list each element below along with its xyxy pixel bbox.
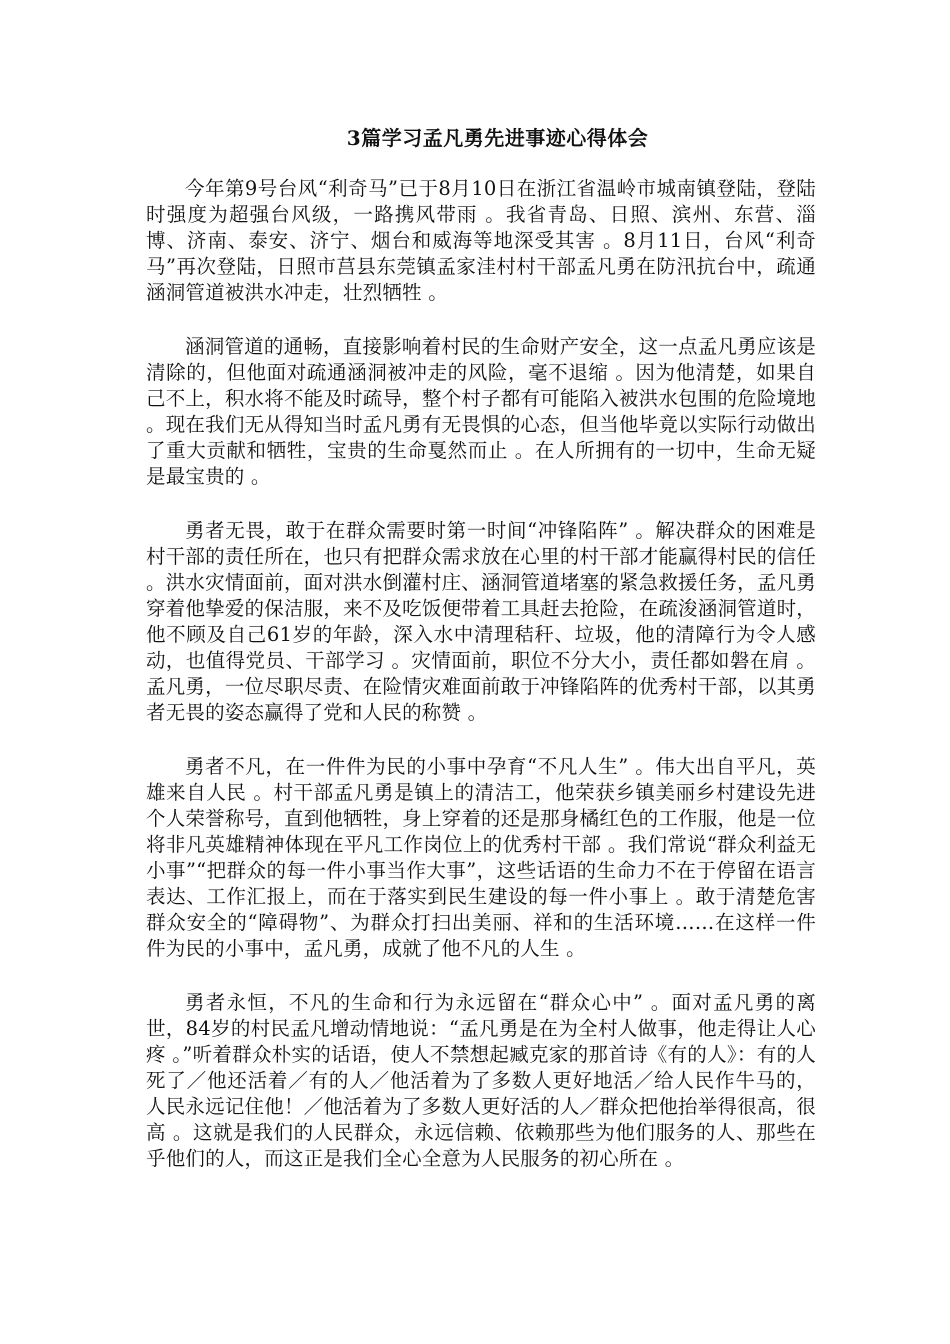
paragraph-5: 勇者永恒，不凡的生命和行为永远留在“群众心中” 。面对孟凡勇的离世，84岁的村民孟凡增动情地说：“孟凡勇是在为全村人做事，他走得让人心疼 。”听着群众朴实的话语，使人不禁想起臧克家的那首诗《有的人》：有的人死了／他还活着／有的人／他活着为了多数人更好地活／给人民作牛马的， 人民永远记住他！／他活着为了多数人更好活的人／群众把他抬举得很高，很高 。这就是我们的人民群众，永远信赖、依赖那些为他们服务的人、那些在乎他们的人，而这正是我们全心全意为人民服务的初心所在 。 [146, 991, 816, 1170]
document-body [146, 176, 816, 1200]
paragraph-1: 今年第9号台风“利奇马”已于8月10日在浙江省温岭市城南镇登陆，登陆时强度为超强台风级，一路携风带雨 。我省青岛、日照、滨州、东营、淄博、济南、泰安、济宁、烟台和威海等地深受其害 。8月11日，台风“利奇马”再次登陆，日照市莒县东莞镇孟家洼村村干部孟凡勇在防汛抗台中，疏通涵洞管道被洪水冲走，壮烈牺牲 。 [146, 177, 816, 304]
paragraph-4: 勇者不凡，在一件件为民的小事中孕育“不凡人生” 。伟大出自平凡，英雄来自人民 。村干部孟凡勇是镇上的清洁工，他荣获乡镇美丽乡村建设先进个人荣誉称号，直到他牺牲，身上穿着的还是那身橘红色的工作服，他是一位将非凡英雄精神体现在平凡工作岗位上的优秀村干部 。我们常说“群众利益无小事”“把群众的每一件小事当作大事”，这些话语的生命力不在于停留在语言表达、工作汇报上，而在于落实到民生建设的每一件小事上 。敢于清楚危害群众安全的“障碍物”、为群众打扫出美丽、祥和的生活环境……在这样一件件为民的小事中，孟凡勇，成就了他不凡的人生 。 [146, 755, 816, 960]
document-title: 3篇学习孟凡勇先进事迹心得体会 [346, 126, 649, 150]
paragraph-3: 勇者无畏，敢于在群众需要时第一时间“冲锋陷阵” 。解决群众的困难是村干部的责任所在，也只有把群众需求放在心里的村干部才能赢得村民的信任 。洪水灾情面前，面对洪水倒灌村庄、涵洞管道堵塞的紧急救援任务，孟凡勇穿着他挚爱的保洁服，来不及吃饭便带着工具赶去抢险，在疏浚涵洞管道时，他不顾及自己61岁的年龄，深入水中清理秸秆、垃圾，他的清障行为令人感动，也值得党员、干部学习 。灾情面前，职位不分大小，责任都如磐在肩 。孟凡勇，一位尽职尽责、在险情灾难面前敢于冲锋陷阵的优秀村干部，以其勇者无畏的姿态赢得了党和人民的称赞 。 [146, 519, 816, 724]
paragraph-2: 涵洞管道的通畅，直接影响着村民的生命财产安全，这一点孟凡勇应该是清除的，但他面对疏通涵洞被冲走的风险，毫不退缩 。因为他清楚，如果自己不上，积水将不能及时疏导，整个村子都有可能陷入被洪水包围的危险境地 。现在我们无从得知当时孟凡勇有无畏惧的心态，但当他毕竟以实际行动做出了重大贡献和牺牲，宝贵的生命戛然而止 。在人所拥有的一切中，生命无疑是最宝贵的 。 [146, 335, 816, 488]
